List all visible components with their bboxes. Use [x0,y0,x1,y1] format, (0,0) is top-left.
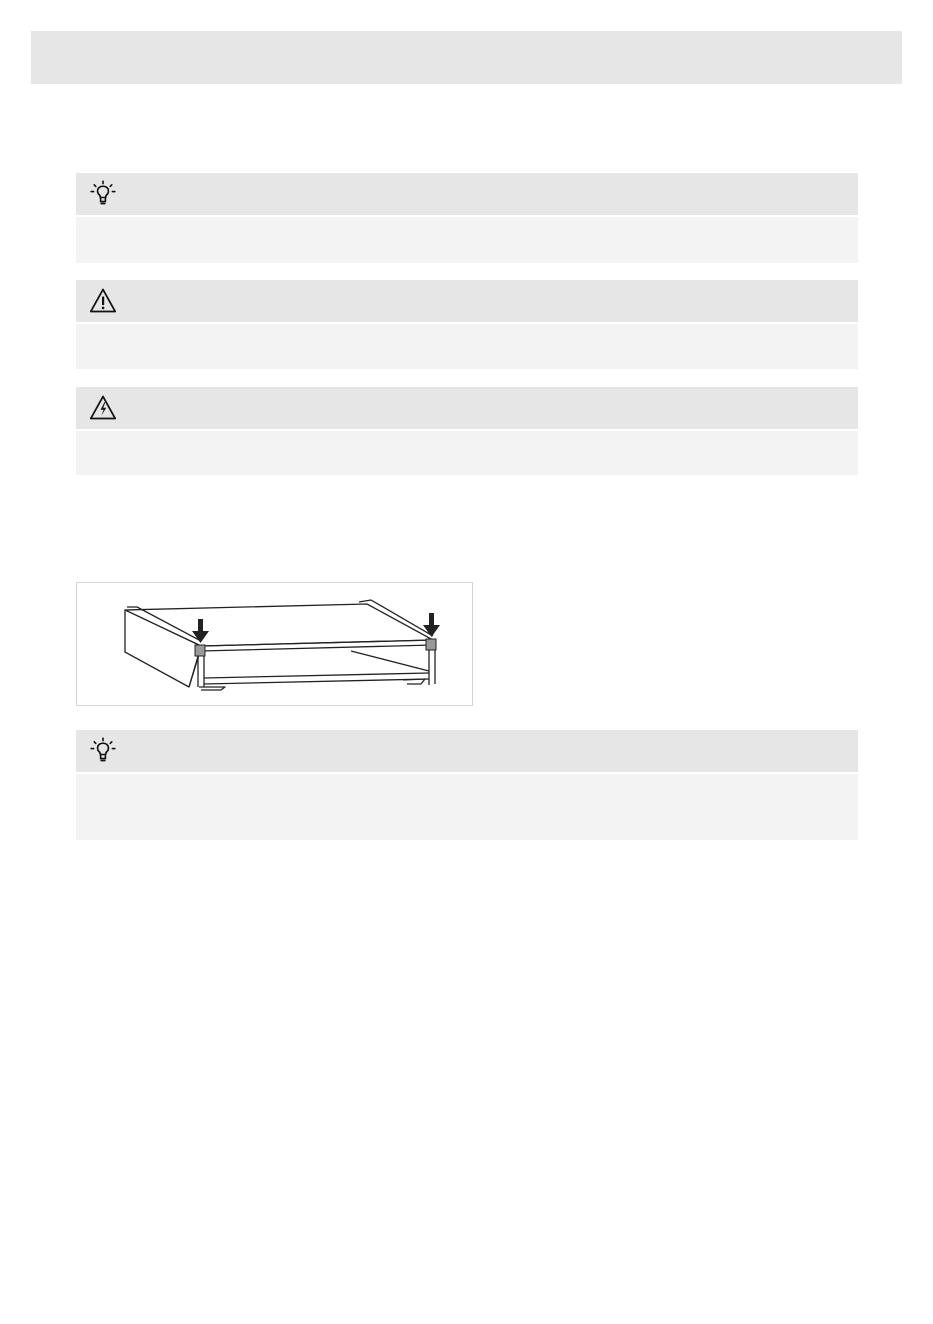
tip-notice-2 [76,730,858,840]
warning-notice-text [76,324,858,344]
tip-notice [76,173,858,263]
warning-notice-header [76,280,858,322]
tip-notice-2-header [76,730,858,772]
page-header-band [31,31,902,84]
electric-warning-notice-body [76,431,858,475]
warning-triangle-icon [88,286,118,316]
warning-notice [76,280,858,369]
shelf-illustration [76,582,473,706]
warning-notice-body [76,324,858,369]
electric-warning-notice [76,387,858,475]
lightbulb-icon [88,736,118,766]
left-arrow-shaft [198,619,203,633]
tip-notice-body [76,217,858,263]
shelf-drawing [77,583,472,704]
lightbulb-icon [88,179,118,209]
right-arrow-shaft [429,613,434,627]
tip-notice-text [76,217,858,237]
tip-notice-header [76,173,858,215]
electric-warning-notice-header [76,387,858,429]
tip-notice-2-text [76,774,858,794]
electric-hazard-icon [88,393,118,423]
tip-notice-2-body [76,774,858,840]
electric-warning-notice-text [76,431,858,451]
